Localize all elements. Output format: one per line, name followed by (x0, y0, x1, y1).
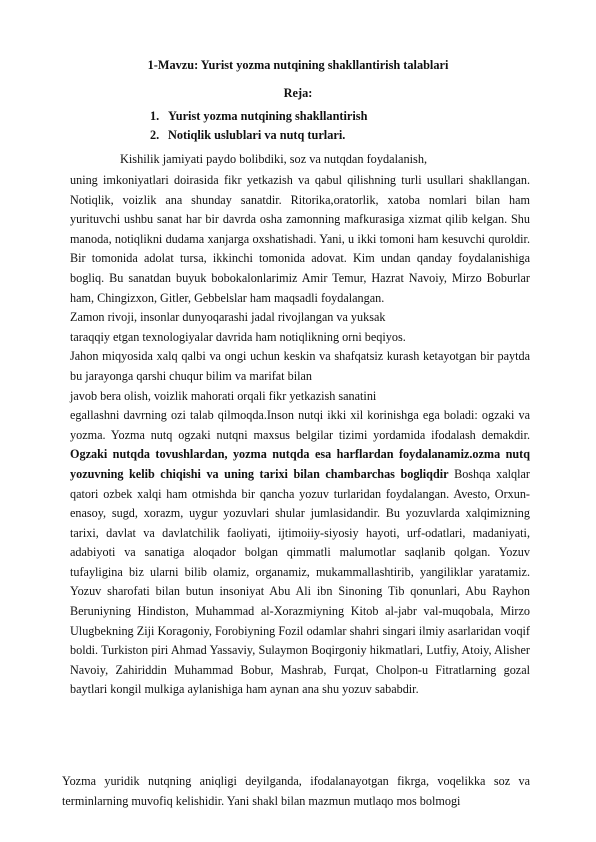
plan-heading: Reja: (283, 86, 313, 100)
paragraph-line: taraqqiy etgan texnologiyalar davrida ham notiqlikning orni beqiyos. (70, 329, 406, 344)
closing-text (62, 772, 530, 811)
paragraph-bold-text: Ogzaki nutqda tovushlardan, yozma nutqda esa harflardan foydalanamiz.ozma nutq yozuvning kelib chiqishi va uning tarixi bilan chambarchas bogliqdir (70, 447, 530, 481)
paragraph: Yozma yuridik nutqning aniqligi deyilganda, ifodalanayotgan fikrga, voqelikka soz va terminlarning muvofiq kelishidir. Yani shakl bilan mazmun mutlaqo mos bolmogi (62, 774, 530, 808)
paragraph: uning imkoniyatlari doirasida fikr yetkazish va qabul qilishning turli usullari shakllangan. Notiqlik, voizlik ana shunday sanatdir. Ritorika,oratorlik, xatoba nomlari bilan ham yurituvchi ushbu sanat har bir davrda osha zamonning mafkurasiga xizmat qilib kelgan. Shu manoda, notiqlikni dudama xanjarga oxshatishadi. Yani, u ikki tomoni ham kesuvchi quroldir. Bir tomonida adolat tursa, ikkinchi tomonida adovat. Kim undan qanday foydalanishiga bogliq. Bu sanatdan buyuk bobokalonlarimiz Amir Temur, Hazrat Navoiy, Mirzo Boburlar ham, Chingizxon, Gitler, Gebbelslar ham maqsadli foydalangan. (70, 173, 530, 305)
paragraph: Jahon miqyosida xalq qalbi va ongi uchun keskin va shafqatsiz kurash ketayotgan bir paytda bu jarayonga qarshi chuqur bilim va marifat bilan (70, 349, 530, 383)
intro-line: Kishilik jamiyati paydo bolibdiki, soz va nutqdan foydalanish, (120, 152, 428, 166)
body-text (70, 171, 530, 700)
plan-item-number: 2. (150, 128, 160, 142)
plan-list (150, 107, 367, 145)
paragraph (70, 406, 530, 700)
plan-item-number: 1. (150, 109, 160, 123)
plan-item-text: Yurist yozma nutqining shakllantirish (168, 109, 368, 123)
paragraph-text: Boshqa xalqlar qatori ozbek xalqi ham otmishda bir qancha yozuv turlaridan foydalangan. Avesto, Orxun-enasoy, sugd, xorazm, uygur yozuvlari shular jumlasidandir. Bu yozuvlarda xalqimizning tarixi, davlat va davlatchilik faoliyati, ijtimoiiy-siyosiy hayoti, urf-odatlari, madaniyati, adabiyoti va sanatiga aloqador bolgan qimmatli malumotlar saqlanib qolgan. Yozuv tufayligina biz ularni bilib olamiz, organamiz, mukammallashtirib, yangiliklar yaratamiz. Yozuv sharofati bilan butun insoniyat Abu Ali ibn Sinoning Tib qonunlari, Abu Rayhon Beruniyning Hindiston, Muhammad al-Xorazmiyning Kitob al-jabr val-muqobala, Mirzo Ulugbekning Ziji Koragoniy, Forobiyning Fozil odamlar shahri singari ilmiy asarlaridan voqif boldi. Turkiston piri Ahmad Yassaviy, Sulaymon Boqirgoniy hikmatlari, Lutfiy, Atoiy, Alisher Navoiy, Zahiriddin Muhammad Bobur, Mashrab, Furqat, Cholpon-u Fitratlarning gozal baytlari kongil mulkiga aylanishiga ham aynan ana shu yozuv sababdir. (70, 466, 530, 697)
paragraph-line: javob bera olish, voizlik mahorati orqali fikr yetkazish sanatini (70, 388, 377, 403)
paragraph-line: Zamon rivoji, insonlar dunyoqarashi jadal rivojlangan va yuksak (70, 310, 386, 325)
plan-item-text: Notiqlik uslublari va nutq turlari. (168, 128, 346, 142)
plan-item (150, 107, 367, 126)
plan-item (150, 126, 367, 145)
paragraph-text: egallashni davrning ozi talab qilmoqda.Inson nutqi ikki xil korinishga ega boladi: ogzaki va yozma. Yozma nutq ogzaki nutqni maxsus belgilar tizimi yordamida ifodalash demakdir. (70, 408, 530, 442)
document-title: 1-Mavzu: Yurist yozma nutqining shakllantirish talablari (147, 58, 449, 72)
